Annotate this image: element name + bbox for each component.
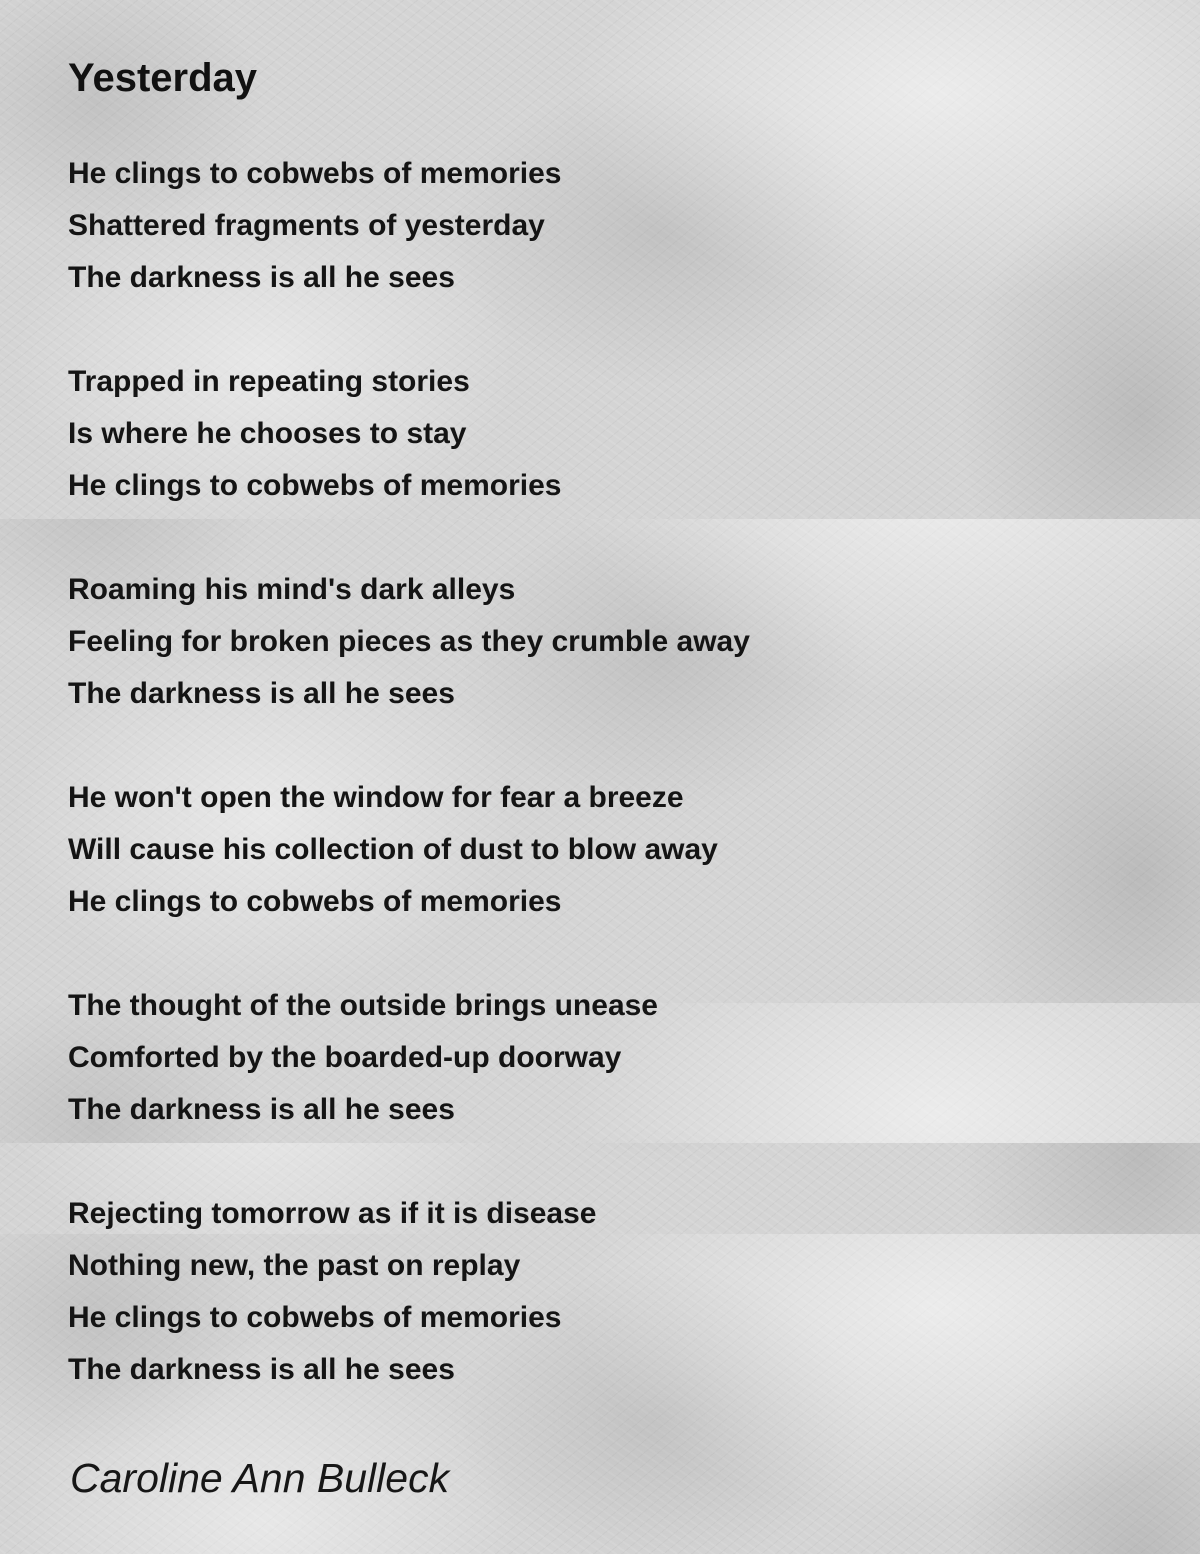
stanza-1 [68, 148, 1168, 304]
poem-line: Roaming his mind's dark alleys [68, 573, 516, 606]
poem-line: The darkness is all he sees [68, 677, 455, 710]
poem-line: Is where he chooses to stay [68, 417, 467, 450]
stanza-6 [68, 1188, 1168, 1396]
poem-line: He clings to cobwebs of memories [68, 469, 562, 502]
stanza-2 [68, 356, 1168, 512]
poem-line: He clings to cobwebs of memories [68, 157, 562, 190]
stanza-4 [68, 772, 1168, 928]
poem-line: Rejecting tomorrow as if it is disease [68, 1197, 597, 1230]
poem-line: The thought of the outside brings unease [68, 989, 658, 1022]
poem-line: He won't open the window for fear a breeze [68, 781, 684, 814]
stanza-3 [68, 564, 1168, 720]
poem-line: The darkness is all he sees [68, 1353, 455, 1386]
poem-line: Trapped in repeating stories [68, 365, 470, 398]
poem-line: Comforted by the boarded-up doorway [68, 1041, 622, 1074]
poem-line: Will cause his collection of dust to blow away [68, 833, 718, 866]
poem-line: He clings to cobwebs of memories [68, 885, 562, 918]
poem-author: Caroline Ann Bulleck [70, 1455, 450, 1501]
stanza-5 [68, 980, 1168, 1136]
poem-title: Yesterday [68, 56, 258, 100]
poem-line: The darkness is all he sees [68, 1093, 455, 1126]
poem-line: The darkness is all he sees [68, 261, 455, 294]
poem-line: He clings to cobwebs of memories [68, 1301, 562, 1334]
poem-line: Shattered fragments of yesterday [68, 209, 545, 242]
poem-line: Nothing new, the past on replay [68, 1249, 521, 1282]
poem-line: Feeling for broken pieces as they crumble away [68, 625, 750, 658]
